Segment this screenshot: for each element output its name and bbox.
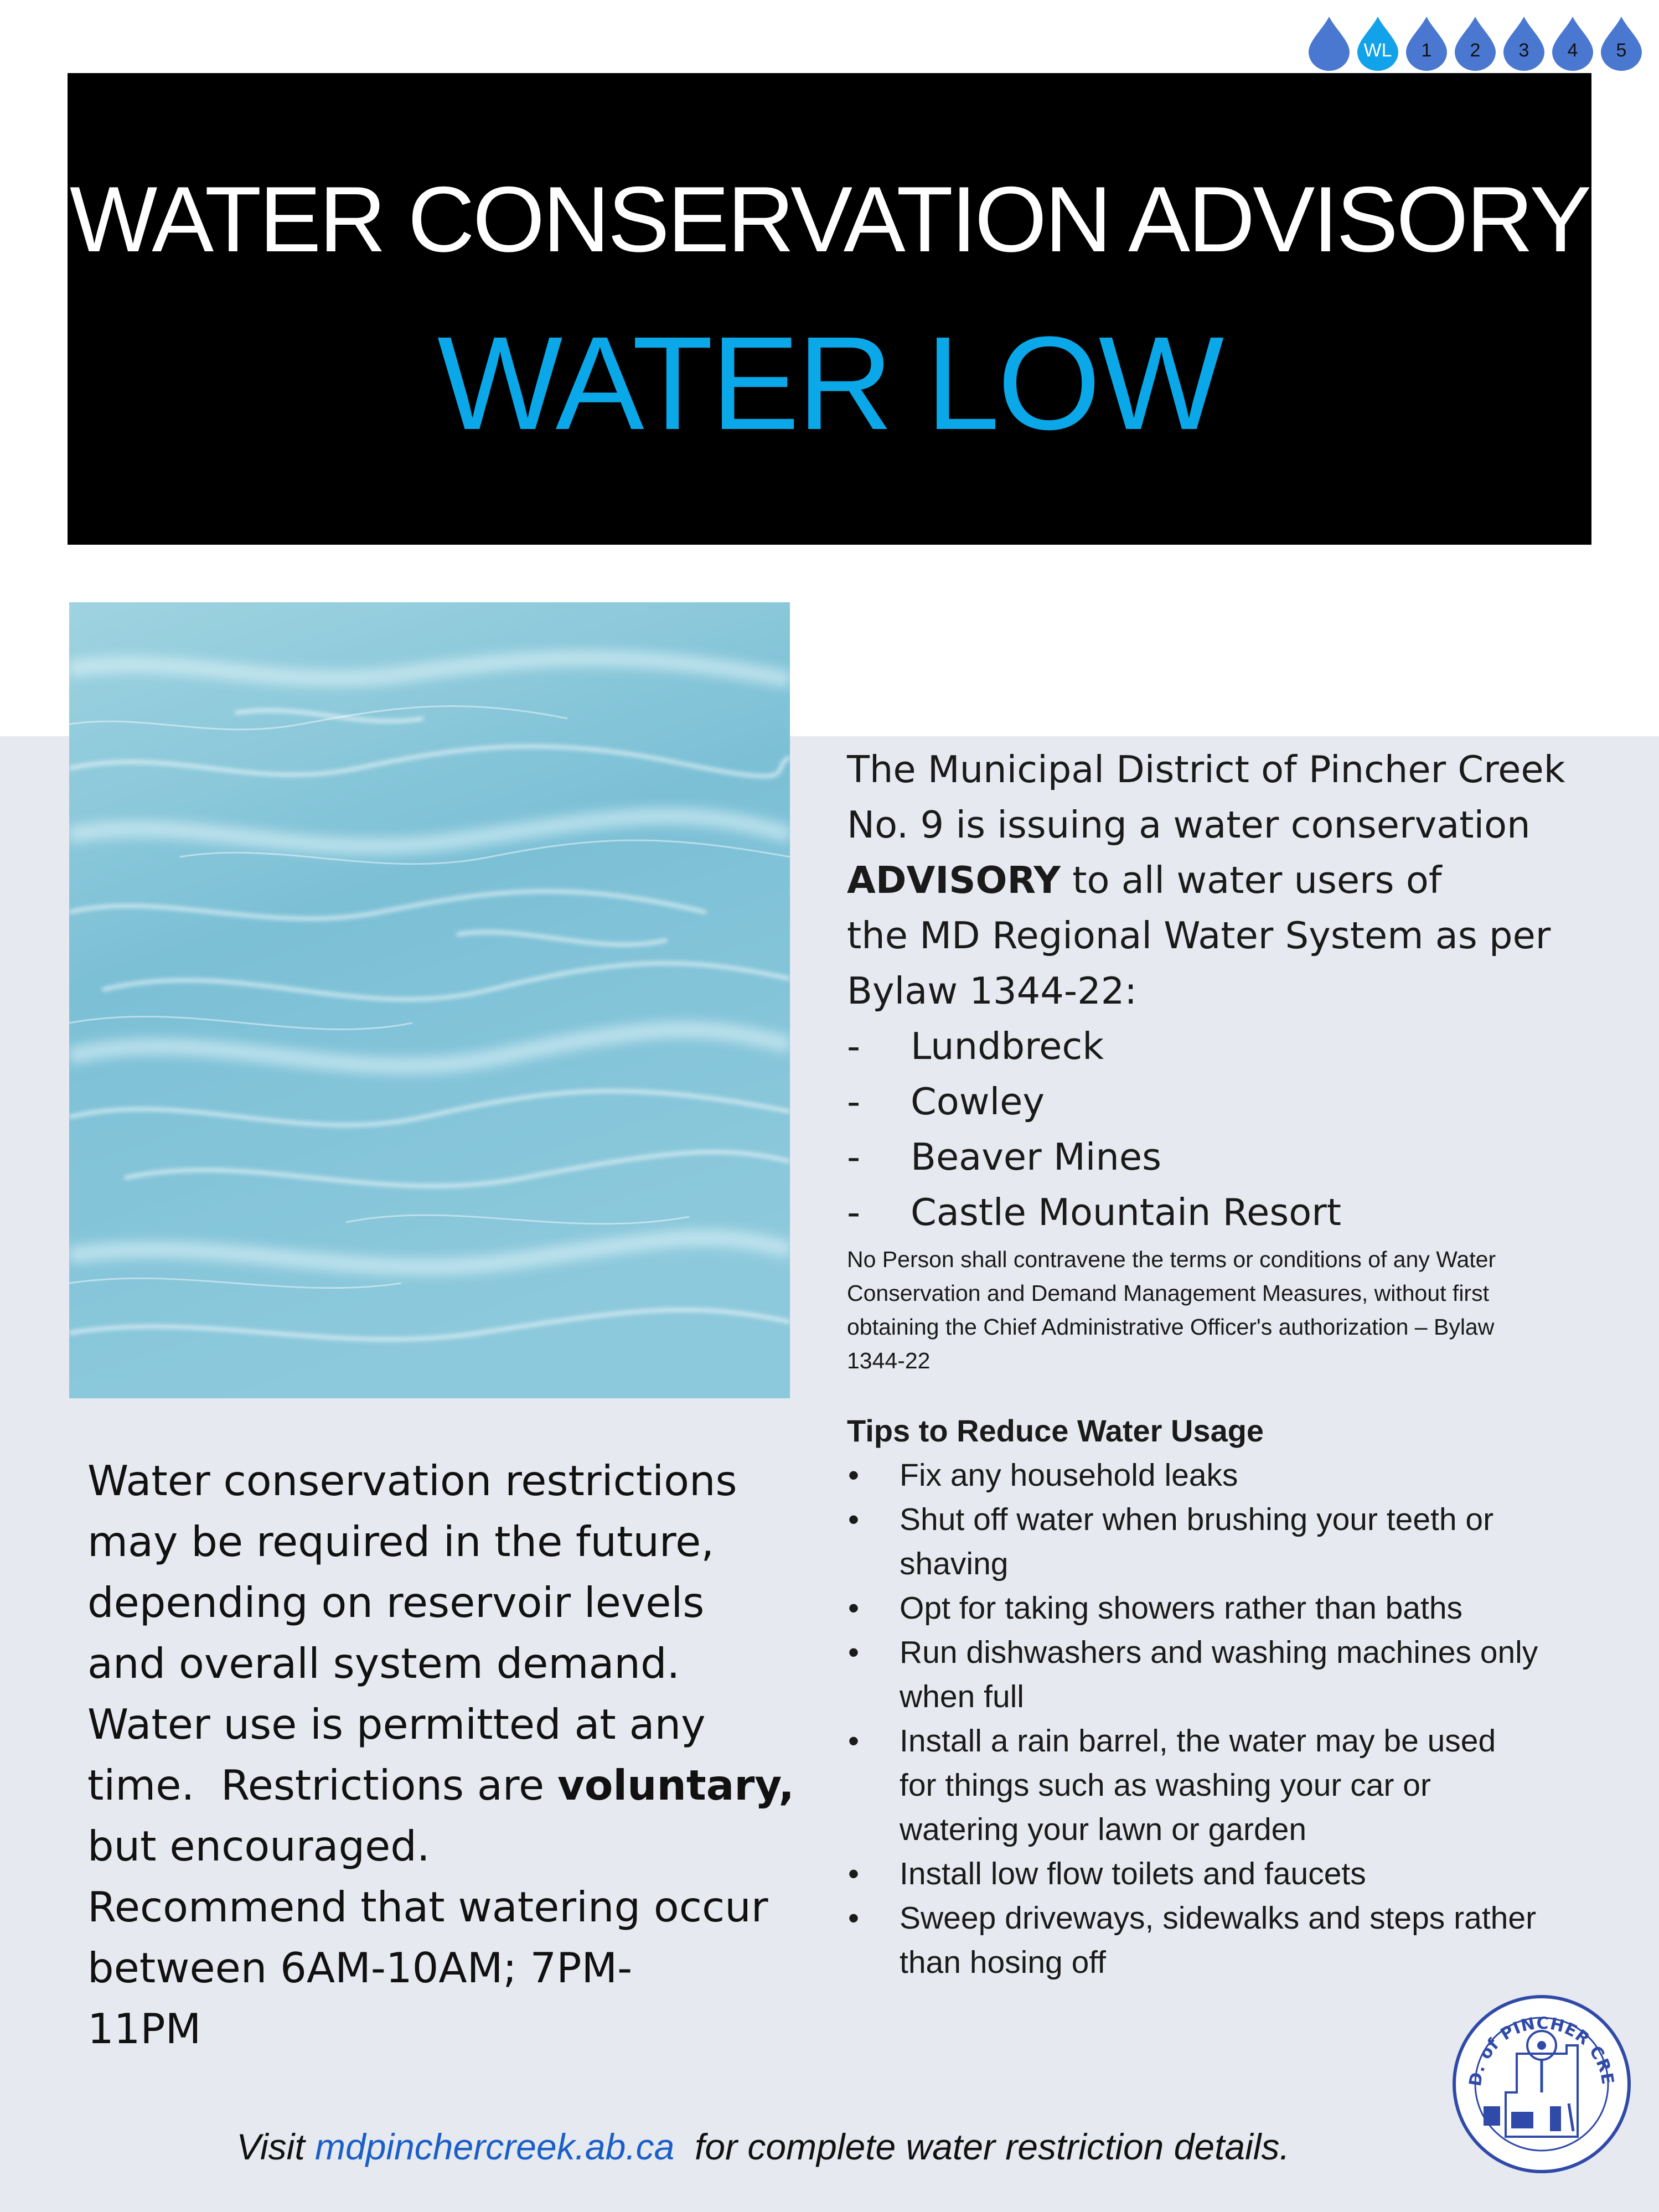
tip-line: than hosing off [900,1945,1106,1980]
level-label: 5 [1616,40,1627,61]
bylaw-note [847,1243,1594,1378]
level-drop-3 [1501,15,1547,71]
tip-line: • Sweep driveways, sidewalks and steps rather [900,1900,1537,1936]
tips-list [847,1453,1594,1984]
town-item: - Lundbreck [847,1019,1611,1074]
tip-line: • Shut off water when brushing your teeth or [900,1502,1494,1537]
advisory-level: WATER LOW [437,309,1222,457]
tip-line: • Install a rain barrel, the water may be used [900,1723,1496,1759]
bylaw-line: No Person shall contravene the terms or conditions of any Water [847,1247,1496,1272]
tip-line: for things such as washing your car or [900,1767,1431,1803]
tip-line: shaving [900,1546,1009,1582]
tip-line: watering your lawn or garden [900,1812,1307,1847]
level-label: 1 [1421,40,1432,61]
intro-line: Bylaw 1344-22: [847,969,1137,1012]
restrictions-line: may be required in the future, [87,1517,715,1566]
intro-line [847,852,1611,908]
tip-line: • Opt for taking showers rather than baths [900,1590,1463,1626]
intro-line: The Municipal District of Pincher Creek [847,748,1565,791]
water-saving-tips [847,1409,1594,1984]
tip-item [847,1497,1594,1586]
level-label: 4 [1567,40,1578,61]
level-drop-5 [1599,15,1644,71]
town-item: - Beaver Mines [847,1129,1611,1185]
town-item: - Cowley [847,1074,1611,1129]
advisory-word: ADVISORY [847,859,1061,902]
tip-item [847,1453,1594,1497]
bylaw-line: obtaining the Chief Administrative Officer's authorization – Bylaw [847,1314,1495,1340]
tip-item [847,1586,1594,1630]
restrictions-line: 11PM [87,2004,201,2053]
intro-line: the MD Regional Water System as per [847,914,1551,957]
level-drop-1 [1404,15,1449,71]
tip-line: • Fix any household leaks [900,1458,1238,1493]
voluntary-word: voluntary, [557,1761,794,1810]
restrictions-line: depending on reservoir levels [87,1578,705,1627]
footer-prefix: Visit [236,2126,316,2167]
tip-item [847,1630,1594,1719]
footer-note [0,2126,1659,2168]
level-drop-4 [1550,15,1595,71]
water-drop-icon [1306,15,1352,71]
restrictions-line-prefix: time. Restrictions are [87,1761,557,1810]
restrictions-line: Water conservation restrictions [87,1456,737,1505]
restrictions-line: Water use is permitted at any [87,1700,706,1749]
level-label: 3 [1518,40,1529,61]
level-drop-wl [1306,15,1352,71]
restrictions-line [87,1755,794,1816]
intro-line: No. 9 is issuing a water conservation [847,803,1531,846]
restrictions-line: and overall system demand. [87,1639,680,1688]
advisory-title: WATER CONSERVATION ADVISORY [69,167,1590,271]
level-label: WL [1363,40,1392,61]
bylaw-line: Conservation and Demand Management Measures, without first [847,1280,1489,1306]
advisory-header [68,73,1591,545]
restrictions-text [87,1450,794,2059]
tip-line: • Install low flow toilets and faucets [900,1856,1366,1891]
restrictions-line: Recommend that watering occur [87,1883,768,1931]
footer-suffix: for complete water restriction details. [674,2126,1290,2167]
tip-line: when full [900,1679,1024,1714]
town-list [847,1019,1611,1240]
tip-item [847,1852,1594,1896]
restrictions-line: but encouraged. [87,1822,430,1870]
website-link[interactable]: mdpinchercreek.ab.ca [315,2126,675,2167]
town-item: - Castle Mountain Resort [847,1185,1611,1240]
tips-title: Tips to Reduce Water Usage [847,1413,1264,1448]
level-label: 2 [1470,40,1481,61]
logo-arc-text: D. of PINCHER CRE [1465,2013,1617,2088]
tip-line: • Run dishwashers and washing machines only [900,1635,1538,1670]
restrictions-line: between 6AM-10AM; 7PM- [87,1944,633,1992]
tip-item [847,1896,1594,1984]
level-drop-2 [1453,15,1498,71]
tip-item [847,1719,1594,1852]
level-drop-active [1355,15,1400,71]
intro-line-rest: to all water users of [1060,859,1442,902]
water-surface-image [69,602,790,1398]
advisory-level-indicator [1306,15,1650,71]
bylaw-line: 1344-22 [847,1348,931,1373]
advisory-intro [847,742,1611,1240]
